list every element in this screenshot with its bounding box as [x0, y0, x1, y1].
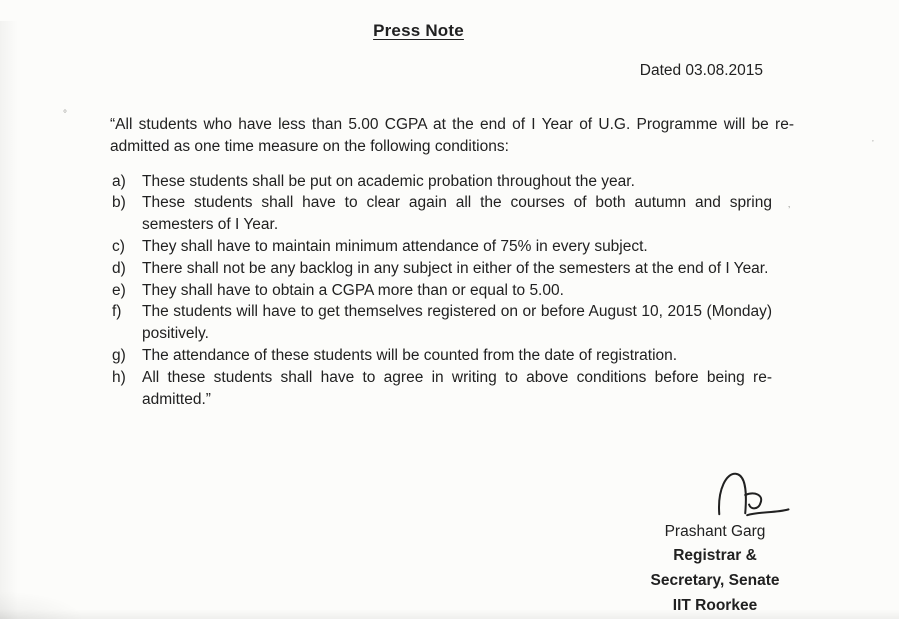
condition-text: The students will have to get themselves registered on or before August 10, 2015 (Monday) positively.	[142, 303, 772, 343]
condition-text: They shall have to obtain a CGPA more than or equal to 5.00.	[142, 281, 564, 299]
condition-marker: c)	[112, 237, 125, 255]
condition-marker: f)	[112, 303, 122, 321]
condition-item	[112, 280, 772, 302]
condition-text: These students shall be put on academic probation throughout the year.	[142, 172, 635, 190]
date-line: Dated 03.08.2015	[639, 62, 763, 79]
signatory-title: Registrar &	[673, 547, 757, 564]
scan-artifact: ’	[788, 205, 791, 216]
condition-text: The attendance of these students will be counted from the date of registration.	[142, 346, 678, 364]
conditions-list	[112, 171, 772, 411]
condition-marker: h)	[112, 368, 126, 386]
signatory-title: IIT Roorkee	[672, 596, 758, 614]
condition-item	[112, 236, 772, 258]
condition-item	[112, 367, 772, 411]
condition-text: These students shall have to clear again all the courses of both autumn and spring semesters of I Year.	[142, 194, 772, 234]
condition-item	[112, 192, 772, 236]
condition-marker: g)	[112, 346, 126, 364]
signatory-name: Prashant Garg	[664, 523, 766, 540]
condition-text: There shall not be any backlog in any subject in either of the semesters at the end of I Year.	[142, 259, 769, 277]
signatory-title: Secretary, Senate	[650, 571, 780, 589]
condition-text: They shall have to maintain minimum attendance of 75% in every subject.	[142, 237, 648, 255]
condition-item	[112, 345, 772, 367]
condition-item	[112, 258, 772, 280]
handwritten-signature-icon	[707, 469, 795, 519]
condition-text: All these students shall have to agree in writing to above conditions before being re-admitted.”	[142, 368, 772, 408]
scan-artifact: °	[63, 109, 67, 120]
condition-marker: e)	[112, 281, 126, 299]
condition-marker: b)	[112, 194, 126, 212]
intro-paragraph: “All students who have less than 5.00 CGPA at the end of I Year of U.G. Programme will be re-admitted as one time measure on the following conditions:	[110, 116, 794, 155]
condition-marker: a)	[112, 172, 126, 190]
scan-artifact: ’	[872, 139, 874, 148]
condition-item	[112, 301, 772, 345]
condition-marker: d)	[112, 259, 126, 277]
press-note-page	[0, 21, 899, 619]
signature-block	[615, 469, 815, 618]
condition-item	[112, 171, 772, 193]
page-title: Press Note	[373, 21, 464, 40]
